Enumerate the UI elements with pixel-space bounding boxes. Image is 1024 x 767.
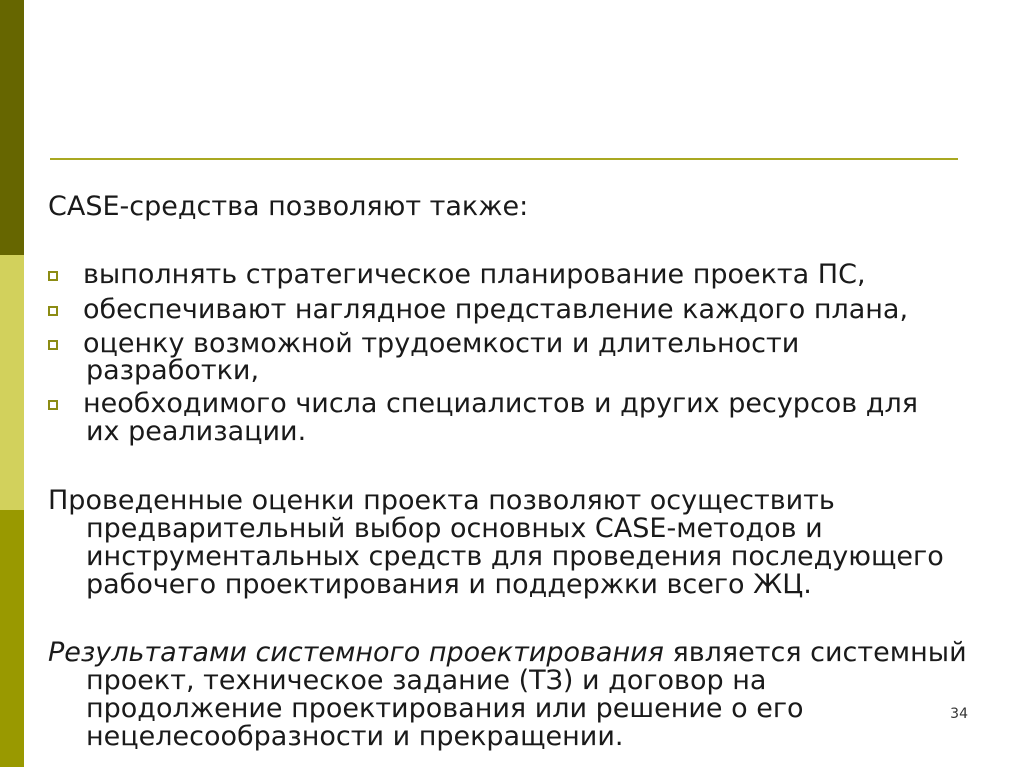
paragraph-estimates-line: Проведенные оценки проекта позволяют осуществить (48, 485, 835, 516)
bullet-marker (48, 271, 58, 281)
paragraph-estimates-line: предварительный выбор основных CASE-методов и (86, 513, 823, 544)
bullet-item-text: оценку возможной трудоемкости и длительности (83, 328, 800, 359)
side-stripe-bottom (0, 510, 24, 767)
paragraph-estimates-line: инструментальных средств для проведения последующего (86, 541, 944, 572)
page-number: 34 (950, 706, 968, 722)
paragraph-results-line: продолжение проектирования или решение о его (86, 693, 804, 724)
bullet-item-text: необходимого числа специалистов и других ресурсов для (83, 388, 918, 419)
side-stripe-top (0, 0, 24, 255)
paragraph-results-line: нецелесообразности и прекращении. (86, 721, 624, 752)
intro-text: CASE-средства позволяют также: (48, 191, 529, 222)
bullet-item-text: выполнять стратегическое планирование проекта ПС, (83, 259, 866, 290)
paragraph-estimates-line: рабочего проектирования и поддержки всего ЖЦ. (86, 569, 812, 600)
bullet-item-text-continued: их реализации. (86, 416, 307, 447)
title-divider (50, 158, 958, 160)
bullet-marker (48, 340, 58, 350)
bullet-marker (48, 400, 58, 410)
bullet-marker (48, 306, 58, 316)
paragraph-results-line (48, 637, 967, 668)
side-stripe-middle (0, 255, 24, 510)
bullet-item-text: обеспечивают наглядное представление каждого плана, (83, 294, 909, 325)
bullet-item-text-continued: разработки, (86, 355, 260, 386)
results-emphasis: Результатами системного проектирования (48, 637, 664, 668)
paragraph-results-line: проект, техническое задание (ТЗ) и договор на (86, 665, 767, 696)
results-text: является системный (663, 637, 967, 668)
